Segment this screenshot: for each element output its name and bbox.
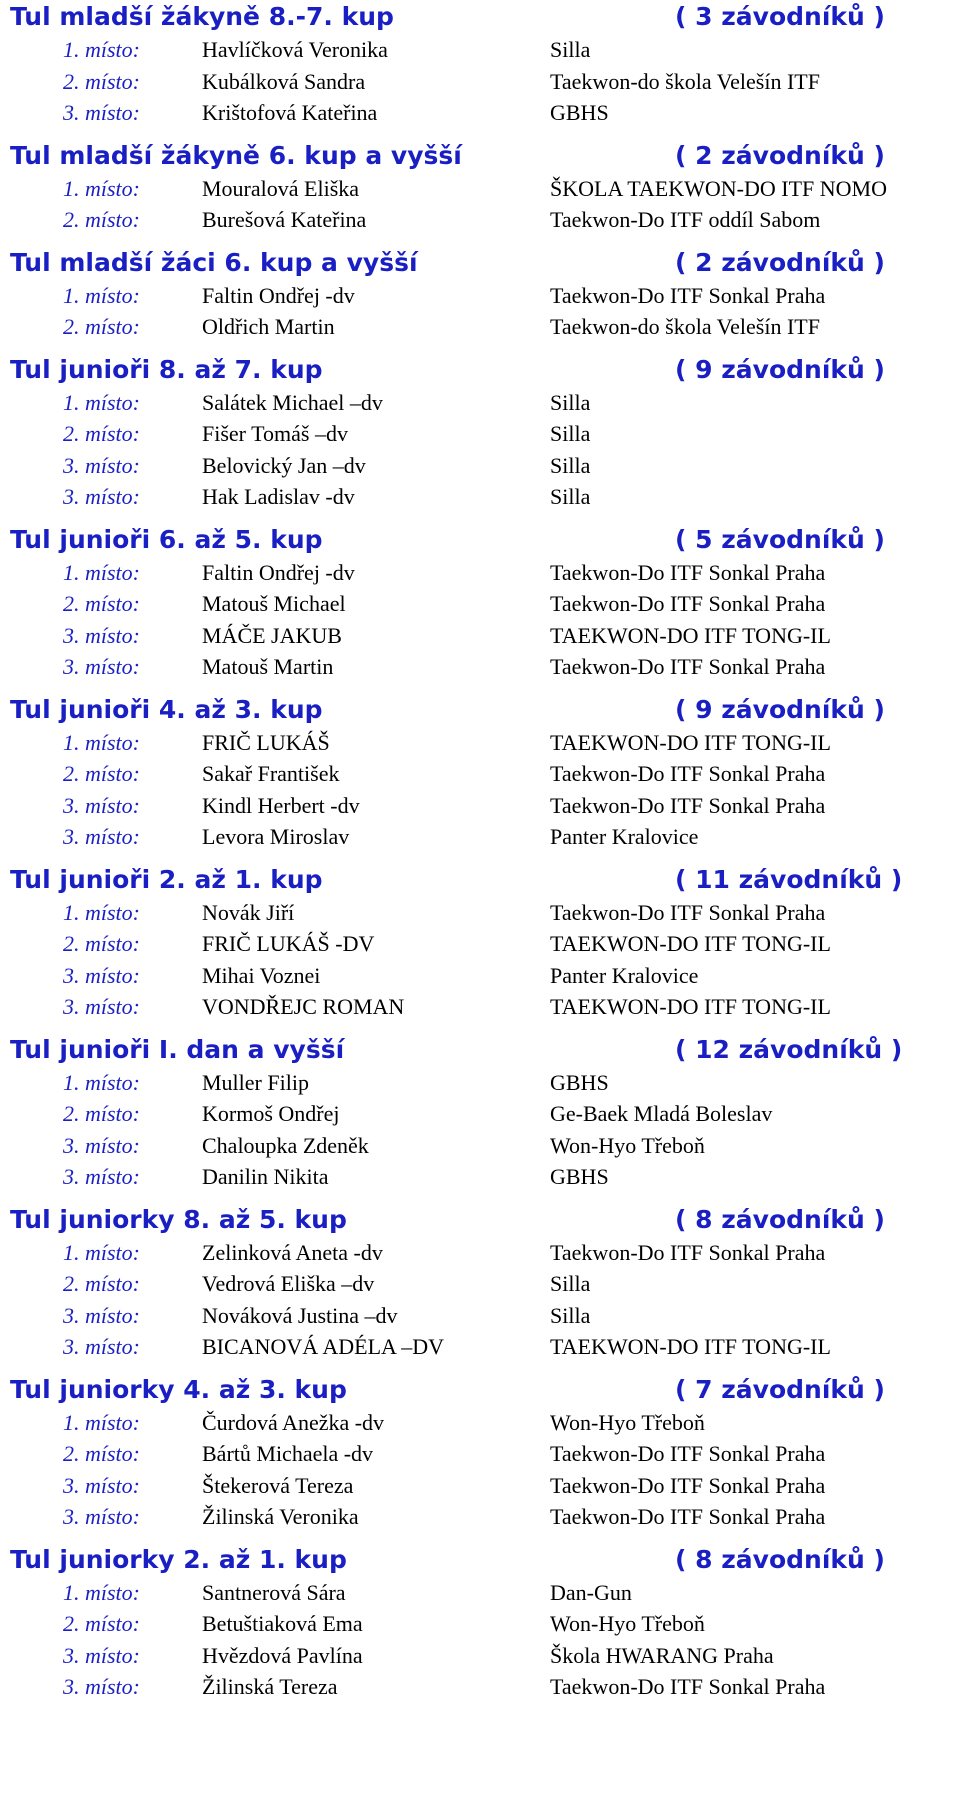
competitor-name: Belovický Jan –dv [202, 452, 366, 478]
results-list [10, 280, 950, 343]
competitor-name: FRIČ LUKÁŠ -DV [202, 931, 375, 956]
place-label: 3. místo: [63, 654, 140, 679]
competitor-name: FRIČ LUKÁŠ [202, 729, 330, 755]
place-label: 1. místo: [63, 389, 140, 415]
club-name: Škola HWARANG Praha [550, 1642, 774, 1668]
results-list [10, 897, 950, 1023]
category-section [10, 246, 950, 343]
result-row [10, 821, 950, 853]
result-row [10, 1640, 950, 1672]
competitor-name: Levora Miroslav [202, 824, 350, 849]
place-label: 1. místo: [63, 729, 140, 755]
club-name: Panter Kralovice [550, 824, 699, 849]
club-name: Taekwon-Do ITF Sonkal Praha [550, 1441, 826, 1466]
place-label: 1. místo: [63, 1069, 140, 1095]
results-list [10, 1407, 950, 1533]
place-label: 3. místo: [63, 824, 140, 849]
place-label: 3. místo: [63, 1472, 140, 1498]
competitor-count: ( 8 závodníků ) [675, 1544, 885, 1574]
competitor-count: ( 2 závodníků ) [675, 247, 885, 277]
competitor-count: ( 8 závodníků ) [675, 1204, 885, 1234]
category-title: Tul mladší žákyně 6. kup a vyšší [10, 140, 462, 170]
club-name: Taekwon-do škola Velešín ITF [550, 68, 820, 94]
category-heading [10, 1543, 950, 1577]
club-name: Ge-Baek Mladá Boleslav [550, 1101, 773, 1126]
result-row [10, 1067, 950, 1099]
competitor-count: ( 7 závodníků ) [675, 1374, 885, 1404]
competitor-name: Faltin Ondřej -dv [202, 282, 355, 308]
result-row [10, 1608, 950, 1640]
place-label: 2. místo: [63, 314, 140, 339]
place-label: 1. místo: [63, 899, 140, 925]
result-row [10, 173, 950, 205]
club-name: Taekwon-Do ITF Sonkal Praha [550, 1239, 826, 1265]
club-name: Silla [550, 37, 591, 62]
club-name: Taekwon-Do ITF Sonkal Praha [550, 1504, 826, 1529]
place-label: 2. místo: [63, 761, 140, 786]
category-heading [10, 1373, 950, 1407]
club-name: GBHS [550, 1164, 609, 1189]
result-row [10, 620, 950, 652]
result-row [10, 727, 950, 759]
category-section [10, 0, 950, 129]
category-title: Tul mladší žákyně 8.-7. kup [10, 2, 394, 31]
place-label: 2. místo: [63, 1611, 140, 1636]
category-section [10, 139, 950, 236]
place-label: 3. místo: [63, 962, 140, 988]
place-label: 3. místo: [63, 100, 140, 125]
competitor-name: Bártů Michaela -dv [202, 1441, 374, 1466]
place-label: 2. místo: [63, 1271, 140, 1296]
competitor-name: Chaloupka Zdeněk [202, 1132, 369, 1158]
results-list [10, 173, 950, 236]
club-name: ŠKOLA TAEKWON-DO ITF NOMO [550, 175, 887, 201]
category-heading [10, 693, 950, 727]
result-row [10, 1438, 950, 1470]
competitor-name: Matouš Martin [202, 654, 334, 679]
category-heading [10, 863, 950, 897]
competitor-name: Novák Jiří [202, 899, 295, 925]
category-section [10, 1203, 950, 1363]
results-list [10, 727, 950, 853]
place-label: 3. místo: [63, 1302, 140, 1328]
club-name: Taekwon-Do ITF Sonkal Praha [550, 792, 826, 818]
category-heading [10, 523, 950, 557]
club-name: Taekwon-do škola Velešín ITF [550, 314, 820, 339]
club-name: TAEKWON-DO ITF TONG-IL [550, 622, 831, 648]
place-label: 3. místo: [63, 1674, 140, 1699]
competitor-name: Hak Ladislav -dv [202, 484, 355, 509]
club-name: Taekwon-Do ITF Sonkal Praha [550, 1472, 826, 1498]
result-row [10, 1407, 950, 1439]
place-label: 3. místo: [63, 1132, 140, 1158]
competitor-name: Kormoš Ondřej [202, 1101, 340, 1126]
place-label: 2. místo: [63, 931, 140, 956]
category-section [10, 1033, 950, 1193]
results-list [10, 34, 950, 129]
place-label: 3. místo: [63, 1642, 140, 1668]
place-label: 3. místo: [63, 622, 140, 648]
competitor-name: Štekerová Tereza [202, 1472, 354, 1498]
competitor-name: Hvězdová Pavlína [202, 1642, 363, 1668]
competitor-name: Kubálková Sandra [202, 68, 366, 94]
result-row [10, 1671, 950, 1703]
competitor-count: ( 11 závodníků ) [675, 864, 903, 894]
result-row [10, 450, 950, 482]
competitor-count: ( 12 závodníků ) [675, 1034, 903, 1064]
category-heading [10, 0, 950, 34]
place-label: 1. místo: [63, 1409, 140, 1435]
category-title: Tul juniorky 8. až 5. kup [10, 1204, 347, 1234]
category-title: Tul junioři 4. až 3. kup [10, 694, 323, 724]
result-row [10, 97, 950, 129]
club-name: GBHS [550, 1069, 609, 1095]
competitor-name: MÁČE JAKUB [202, 622, 342, 648]
place-label: 3. místo: [63, 1504, 140, 1529]
club-name: Won-Hyo Třeboň [550, 1132, 705, 1158]
competitor-count: ( 5 závodníků ) [675, 524, 885, 554]
result-row [10, 1577, 950, 1609]
result-row [10, 588, 950, 620]
competitor-name: BICANOVÁ ADÉLA –DV [202, 1334, 444, 1359]
category-heading [10, 139, 950, 173]
category-section [10, 353, 950, 513]
place-label: 2. místo: [63, 1101, 140, 1126]
result-row [10, 1161, 950, 1193]
competitor-name: Oldřich Martin [202, 314, 335, 339]
place-label: 1. místo: [63, 37, 140, 62]
place-label: 2. místo: [63, 207, 140, 232]
result-row [10, 280, 950, 312]
club-name: Won-Hyo Třeboň [550, 1611, 705, 1636]
club-name: Taekwon-Do ITF Sonkal Praha [550, 761, 826, 786]
result-row [10, 960, 950, 992]
category-section [10, 1373, 950, 1533]
club-name: Taekwon-Do ITF Sonkal Praha [550, 282, 826, 308]
results-document [10, 0, 950, 1703]
result-row [10, 66, 950, 98]
result-row [10, 1501, 950, 1533]
club-name: Silla [550, 1302, 591, 1328]
club-name: Silla [550, 1271, 591, 1296]
competitor-name: Fišer Tomáš –dv [202, 421, 348, 446]
competitor-name: Betuštiaková Ema [202, 1611, 363, 1636]
result-row [10, 1098, 950, 1130]
category-title: Tul junioři 8. až 7. kup [10, 354, 323, 384]
result-row [10, 311, 950, 343]
results-list [10, 1577, 950, 1703]
competitor-name: Havlíčková Veronika [202, 37, 388, 62]
category-section [10, 863, 950, 1023]
category-title: Tul juniorky 4. až 3. kup [10, 1374, 347, 1404]
place-label: 2. místo: [63, 421, 140, 446]
place-label: 3. místo: [63, 792, 140, 818]
competitor-name: Burešová Kateřina [202, 207, 367, 232]
competitor-name: VONDŘEJC ROMAN [202, 994, 405, 1019]
club-name: TAEKWON-DO ITF TONG-IL [550, 729, 831, 755]
competitor-name: Žilinská Veronika [202, 1504, 359, 1529]
club-name: Panter Kralovice [550, 962, 699, 988]
category-title: Tul juniorky 2. až 1. kup [10, 1544, 347, 1574]
result-row [10, 1300, 950, 1332]
result-row [10, 1130, 950, 1162]
place-label: 3. místo: [63, 484, 140, 509]
category-heading [10, 353, 950, 387]
results-list [10, 387, 950, 513]
club-name: Dan-Gun [550, 1579, 632, 1605]
category-section [10, 1543, 950, 1703]
result-row [10, 651, 950, 683]
category-title: Tul junioři I. dan a vyšší [10, 1034, 345, 1064]
competitor-name: Mouralová Eliška [202, 175, 360, 201]
result-row [10, 418, 950, 450]
competitor-name: Matouš Michael [202, 591, 346, 616]
category-title: Tul mladší žáci 6. kup a vyšší [10, 247, 418, 277]
result-row [10, 897, 950, 929]
place-label: 1. místo: [63, 1239, 140, 1265]
results-list [10, 1067, 950, 1193]
club-name: Silla [550, 484, 591, 509]
competitor-count: ( 2 závodníků ) [675, 140, 885, 170]
place-label: 2. místo: [63, 1441, 140, 1466]
competitor-name: Nováková Justina –dv [202, 1302, 398, 1328]
competitor-name: Santnerová Sára [202, 1579, 346, 1605]
place-label: 2. místo: [63, 68, 140, 94]
club-name: Silla [550, 452, 591, 478]
result-row [10, 758, 950, 790]
category-title: Tul junioři 2. až 1. kup [10, 864, 323, 894]
club-name: Taekwon-Do ITF oddíl Sabom [550, 207, 821, 232]
competitor-name: Salátek Michael –dv [202, 389, 383, 415]
club-name: TAEKWON-DO ITF TONG-IL [550, 1334, 831, 1359]
result-row [10, 1237, 950, 1269]
result-row [10, 928, 950, 960]
competitor-name: Vedrová Eliška –dv [202, 1271, 375, 1296]
place-label: 3. místo: [63, 452, 140, 478]
results-list [10, 1237, 950, 1363]
competitor-count: ( 9 závodníků ) [675, 354, 885, 384]
competitor-name: Krištofová Kateřina [202, 100, 378, 125]
place-label: 3. místo: [63, 1334, 140, 1359]
place-label: 1. místo: [63, 282, 140, 308]
result-row [10, 204, 950, 236]
club-name: Silla [550, 389, 591, 415]
competitor-count: ( 3 závodníků ) [675, 2, 885, 31]
place-label: 1. místo: [63, 175, 140, 201]
result-row [10, 1268, 950, 1300]
category-heading [10, 1203, 950, 1237]
club-name: Taekwon-Do ITF Sonkal Praha [550, 1674, 826, 1699]
place-label: 3. místo: [63, 1164, 140, 1189]
result-row [10, 1331, 950, 1363]
club-name: TAEKWON-DO ITF TONG-IL [550, 931, 831, 956]
place-label: 1. místo: [63, 559, 140, 585]
result-row [10, 481, 950, 513]
competitor-name: Čurdová Anežka -dv [202, 1409, 385, 1435]
place-label: 3. místo: [63, 994, 140, 1019]
club-name: Silla [550, 421, 591, 446]
competitor-name: Danilin Nikita [202, 1164, 329, 1189]
club-name: Taekwon-Do ITF Sonkal Praha [550, 559, 826, 585]
club-name: Won-Hyo Třeboň [550, 1409, 705, 1435]
competitor-name: Faltin Ondřej -dv [202, 559, 355, 585]
competitor-name: Kindl Herbert -dv [202, 792, 360, 818]
result-row [10, 387, 950, 419]
club-name: Taekwon-Do ITF Sonkal Praha [550, 591, 826, 616]
competitor-name: Zelinková Aneta -dv [202, 1239, 383, 1265]
result-row [10, 34, 950, 66]
club-name: GBHS [550, 100, 609, 125]
result-row [10, 991, 950, 1023]
result-row [10, 1470, 950, 1502]
competitor-name: Sakař František [202, 761, 340, 786]
club-name: Taekwon-Do ITF Sonkal Praha [550, 899, 826, 925]
competitor-name: Muller Filip [202, 1069, 309, 1095]
results-list [10, 557, 950, 683]
place-label: 1. místo: [63, 1579, 140, 1605]
competitor-count: ( 9 závodníků ) [675, 694, 885, 724]
club-name: TAEKWON-DO ITF TONG-IL [550, 994, 831, 1019]
competitor-name: Mihai Voznei [202, 962, 321, 988]
place-label: 2. místo: [63, 591, 140, 616]
category-section [10, 523, 950, 683]
result-row [10, 557, 950, 589]
club-name: Taekwon-Do ITF Sonkal Praha [550, 654, 826, 679]
category-title: Tul junioři 6. až 5. kup [10, 524, 323, 554]
competitor-name: Žilinská Tereza [202, 1674, 338, 1699]
category-heading [10, 1033, 950, 1067]
result-row [10, 790, 950, 822]
category-section [10, 693, 950, 853]
category-heading [10, 246, 950, 280]
